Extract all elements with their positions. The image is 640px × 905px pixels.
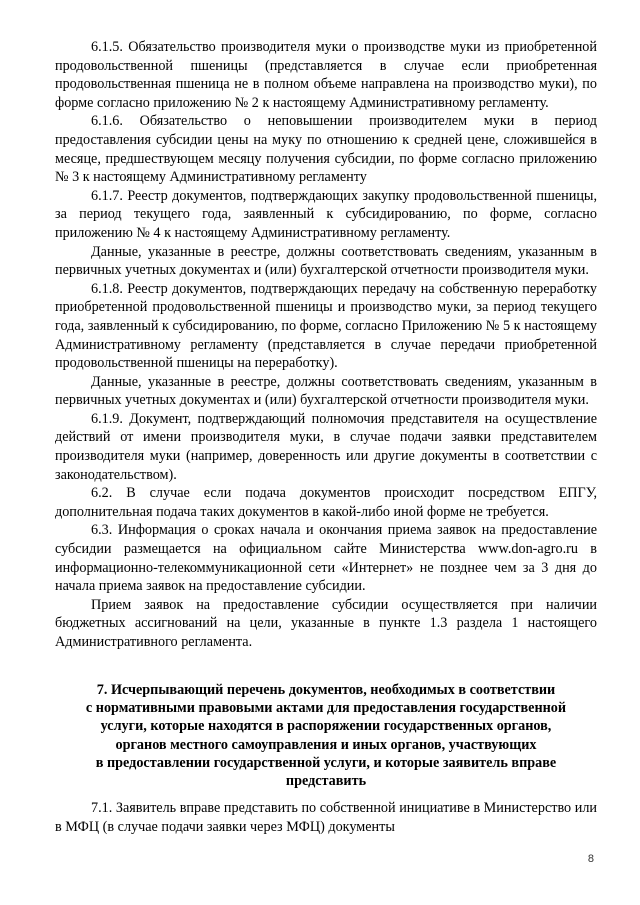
paragraph-registry-data-1: Данные, указанные в реестре, должны соответствовать сведениям, указанным в первичных учетных документах и (или) бухгалтерской отчетности производителя муки.: [55, 243, 597, 279]
paragraph-6-1-6: 6.1.6. Обязательство о неповышении производителем муки в период предоставления субсидии цены на муку по отношению к средней цене, сложившейся в месяце, предшествующем месяцу получения субсидии, по форме согласно приложению № 3 к настоящему Административному регламенту: [55, 113, 597, 186]
section-heading-line: 7. Исчерпывающий перечень документов, необходимых в соответствии: [96, 682, 556, 698]
section-7-body: [55, 799, 597, 836]
section-7-heading: [55, 681, 597, 790]
section-heading-line: в предоставлении государственной услуги, и которые заявитель вправе: [95, 754, 557, 771]
page-number: 8: [587, 853, 594, 865]
paragraph-7-1: 7.1. Заявитель вправе представить по собственной инициативе в Министерство или в МФЦ (в случае подачи заявки через МФЦ) документы: [55, 800, 597, 835]
document-body: [55, 38, 597, 652]
paragraph-6-1-7: 6.1.7. Реестр документов, подтверждающих закупку продовольственной пшеницы, за период текущего года, заявленный к субсидированию, по форме, согласно приложению № 4 к настоящему Административному регламенту.: [55, 187, 597, 241]
paragraph-6-2: 6.2. В случае если подача документов происходит посредством ЕПГУ, дополнительная подача таких документов в какой-либо иной форме не требуется.: [55, 485, 597, 520]
paragraph-applications-acceptance: Прием заявок на предоставление субсидии осуществляется при наличии бюджетных ассигнований на цели, указанные в пункте 1.3 раздела 1 настоящего Административного регламента.: [55, 596, 597, 650]
section-heading-line: услуги, которые находятся в распоряжении государственных органов,: [100, 718, 552, 735]
section-heading-line: органов местного самоуправления и иных органов, участвующих: [115, 736, 537, 753]
paragraph-6-1-5: 6.1.5. Обязательство производителя муки о производстве муки из приобретенной продовольственной пшеницы (представляется в случае если приобретенная продовольственная пшеница не в полном объеме направлена на производство муки), по форме согласно приложению № 2 к настоящему Административному регламенту.: [55, 39, 597, 111]
paragraph-6-1-8: 6.1.8. Реестр документов, подтверждающих передачу на собственную переработку приобретенной продовольственной пшеницы и производство муки, за период текущего года, заявленный к субсидированию, по форме, согласно Приложению № 5 к настоящему Административному регламенту (представляется в случае передачи приобретенной продовольственной пшеницы на переработку).: [55, 280, 597, 372]
section-heading-line: представить: [285, 773, 367, 790]
section-heading-line: с нормативными правовыми актами для предоставления государственной: [85, 700, 567, 717]
paragraph-6-1-9: 6.1.9. Документ, подтверждающий полномочия представителя на осуществление действий от имени производителя муки, в случае подачи заявки представителем производителя муки (например, доверенность или другие документы в соответствии с законодательством).: [55, 410, 597, 483]
paragraph-registry-data-2: Данные, указанные в реестре, должны соответствовать сведениям, указанным в первичных учетных документах и (или) бухгалтерской отчетности производителя муки.: [55, 373, 597, 409]
paragraph-6-3: 6.3. Информация о сроках начала и окончания приема заявок на предоставление субсидии размещается на официальном сайте Министерства www.don-agro.ru в информационно-телекоммуникационной сети «Интернет» не позднее чем за 3 дня до начала приема заявок на предоставление субсидии.: [55, 522, 597, 595]
